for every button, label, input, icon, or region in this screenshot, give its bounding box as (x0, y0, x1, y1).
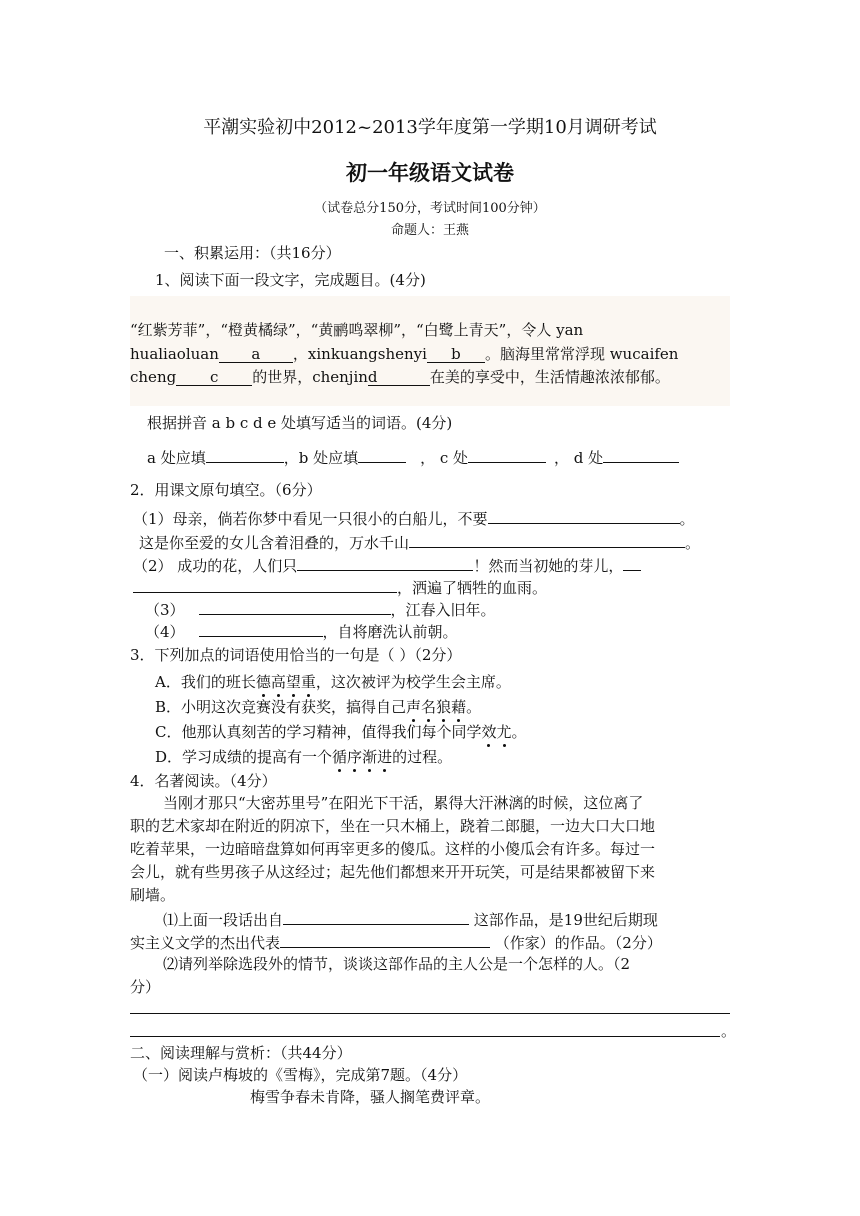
q2-text: （3） (145, 601, 185, 619)
section2-sub: （一）阅读卢梅坡的《雪梅》，完成第7题。（4分） (133, 1066, 468, 1084)
dotted-char: 尤 (496, 723, 512, 741)
passage-text: 在美的享受中，生活情趣浓浓郁郁。 (429, 368, 670, 386)
q1-instruction: 根据拼音 a b c d e 处填写适当的词语。(4分) (147, 414, 453, 432)
fill-b-label: ，b 处应填 (283, 449, 359, 467)
q2-line-6 (145, 620, 458, 642)
q4-text: （作家）的作品。（2分） (490, 934, 662, 952)
q2-line-3 (133, 554, 641, 576)
dotted-char: 序 (347, 748, 363, 766)
fill-a-label: a 处应填 (147, 449, 206, 467)
option-text: 。 (511, 723, 527, 741)
blank-b[interactable]: b (427, 346, 485, 363)
dotted-phrase (406, 698, 466, 716)
dotted-char: 重 (300, 673, 316, 691)
q2-text: 这是你至爱的女儿含着泪叠的，万水千山 (139, 534, 410, 552)
q2-text: （2） 成功的花，人们只 (133, 557, 298, 575)
answer-line[interactable] (130, 1013, 730, 1014)
q2-line-2 (139, 531, 700, 553)
q2-text: ！然而当初她的芽儿， (473, 557, 624, 575)
q4-passage-line: 吃着苹果，一边暗暗盘算如何再宰更多的傻瓜。这样的小傻瓜会有许多。每过一 (130, 840, 656, 858)
q3-option-a[interactable] (155, 672, 511, 692)
q2-line-4 (133, 576, 547, 598)
blank-c[interactable]: c (176, 369, 252, 386)
q2-text: 。 (685, 534, 701, 552)
q2-text: ，洒遍了牺牲的血雨。 (397, 579, 548, 597)
q2-blank-1[interactable] (488, 507, 680, 524)
q2-text: 。 (679, 510, 695, 528)
q4-prompt: 4．名著阅读。（4分） (130, 772, 277, 790)
q4-passage-line: 会儿，就有些男孩子从这经过；起先他们都想来开开玩笑，可是结果都被留下来 (130, 863, 656, 881)
option-text: ，这次被评为校学生会主席。 (315, 673, 511, 691)
q2-text: ，江春入旧年。 (390, 601, 496, 619)
dotted-phrase (481, 723, 511, 741)
passage-text: 的世界，chenjin (252, 368, 368, 386)
q2-blank-4[interactable] (133, 576, 397, 593)
dotted-char: 循 (332, 748, 348, 766)
exam-info: （试卷总分150分，考试时间100分钟） (314, 201, 546, 216)
q2-line-5 (145, 598, 496, 620)
q2-blank-6[interactable] (199, 620, 323, 637)
dotted-char: 效 (481, 723, 497, 741)
answer-end-mark: 。 (721, 1022, 737, 1040)
work-title-blank[interactable] (283, 908, 469, 925)
blank-a[interactable]: a (219, 346, 293, 363)
q1-prompt: 1、阅读下面一段文字，完成题目。(4分) (155, 271, 426, 289)
q2-line-1 (133, 507, 695, 529)
option-text: C．他那认真刻苦的学习精神，值得我们每个同学 (155, 723, 482, 741)
dotted-char: 名 (421, 698, 437, 716)
answer-a-blank[interactable] (206, 446, 284, 463)
dotted-char: 渐 (362, 748, 378, 766)
paper-subject: 初一年级语文试卷 (346, 161, 514, 185)
q1-fill-line (147, 446, 679, 468)
fill-c-label: ， c 处 (420, 449, 469, 467)
answer-d-blank[interactable] (603, 446, 679, 463)
answer-b-blank[interactable] (358, 446, 406, 463)
passage-line-3 (130, 367, 670, 387)
q4-sub2-line: ⑵请列举除选段外的情节，谈谈这部作品的主人公是一个怎样的人。（2 (163, 955, 631, 973)
q4-sub2-line-2: 分） (130, 978, 161, 996)
q4-sub1-line (163, 908, 658, 930)
q2-prompt: 2．用课文原句填空。（6分） (130, 481, 322, 499)
q2-text: ，自将磨洗认前朝。 (322, 623, 458, 641)
q4-sub1-line-2 (130, 931, 662, 953)
passage-line-1: “红紫芳菲”，“橙黄橘绿”，“黄鹂鸣翠柳”，“白鹭上青天”，令人 yan (130, 321, 584, 339)
q2-blank-3[interactable] (297, 554, 473, 571)
answer-line[interactable] (130, 1036, 720, 1037)
dotted-char: 高 (270, 673, 286, 691)
q4-passage-line: 当刚才那只“大密苏里号”在阳光下干活，累得大汗淋漓的时候，这位离了 (163, 794, 644, 812)
option-text: D．学习成绩的提高有一个 (155, 748, 333, 766)
exam-title: 平潮实验初中2012~2013学年度第一学期10月调研考试 (203, 117, 657, 138)
dotted-char: 狼 (436, 698, 452, 716)
q3-option-d[interactable] (155, 747, 452, 767)
q2-blank-5[interactable] (199, 598, 391, 615)
poem-line: 梅雪争春未肯降，骚人搁笔费评章。 (250, 1088, 491, 1106)
dotted-phrase (332, 748, 392, 766)
q4-text: 这部作品，是19世纪后期现 (469, 911, 658, 929)
dotted-char: 藉 (451, 698, 467, 716)
q4-text: 实主义文学的杰出代表 (130, 934, 281, 952)
section1-heading: 一、积累运用：（共16分） (164, 244, 341, 262)
q4-passage-line: 职的艺术家却在附近的阴凉下，坐在一只木桶上，跷着二郎腿，一边大口大口地 (130, 817, 656, 835)
q2-text: （1）母亲，倘若你梦中看见一只很小的白船儿，不要 (133, 510, 488, 528)
dotted-char: 德 (255, 673, 271, 691)
dotted-char: 望 (285, 673, 301, 691)
passage-text: cheng (130, 368, 177, 386)
q4-passage-line: 刷墙。 (130, 886, 176, 904)
q2-blank-4a[interactable] (623, 554, 641, 571)
option-text: A．我们的班长 (155, 673, 256, 691)
passage-text: ，xinkuangshenyi (292, 345, 427, 363)
option-text: 。 (466, 698, 482, 716)
blank-d[interactable]: d (368, 369, 430, 386)
passage-text: hualiaoluan (130, 345, 219, 363)
q2-blank-2[interactable] (409, 531, 685, 548)
option-text: 的过程。 (392, 748, 453, 766)
answer-c-blank[interactable] (468, 446, 546, 463)
section2-heading: 二、阅读理解与赏析：（共44分） (130, 1044, 352, 1062)
dotted-char: 声 (406, 698, 422, 716)
q3-option-b[interactable] (155, 697, 481, 717)
fill-d-label: ， d 处 (554, 449, 604, 467)
passage-line-2 (130, 344, 678, 364)
q3-option-c[interactable] (155, 722, 527, 742)
passage-text: 。脑海里常常浮现 wucaifen (484, 345, 679, 363)
author-blank[interactable] (280, 931, 490, 948)
q4-text: ⑴上面一段话出自 (163, 911, 284, 929)
option-text: B．小明这次竞赛没有获奖，搞得自己 (155, 698, 407, 716)
exam-author: 命题人：王燕 (390, 223, 469, 238)
q2-text: （4） (145, 623, 185, 641)
dotted-phrase (256, 673, 316, 691)
q3-prompt: 3．下列加点的词语使用恰当的一句是（ ）（2分） (130, 646, 462, 664)
dotted-char: 进 (377, 748, 393, 766)
